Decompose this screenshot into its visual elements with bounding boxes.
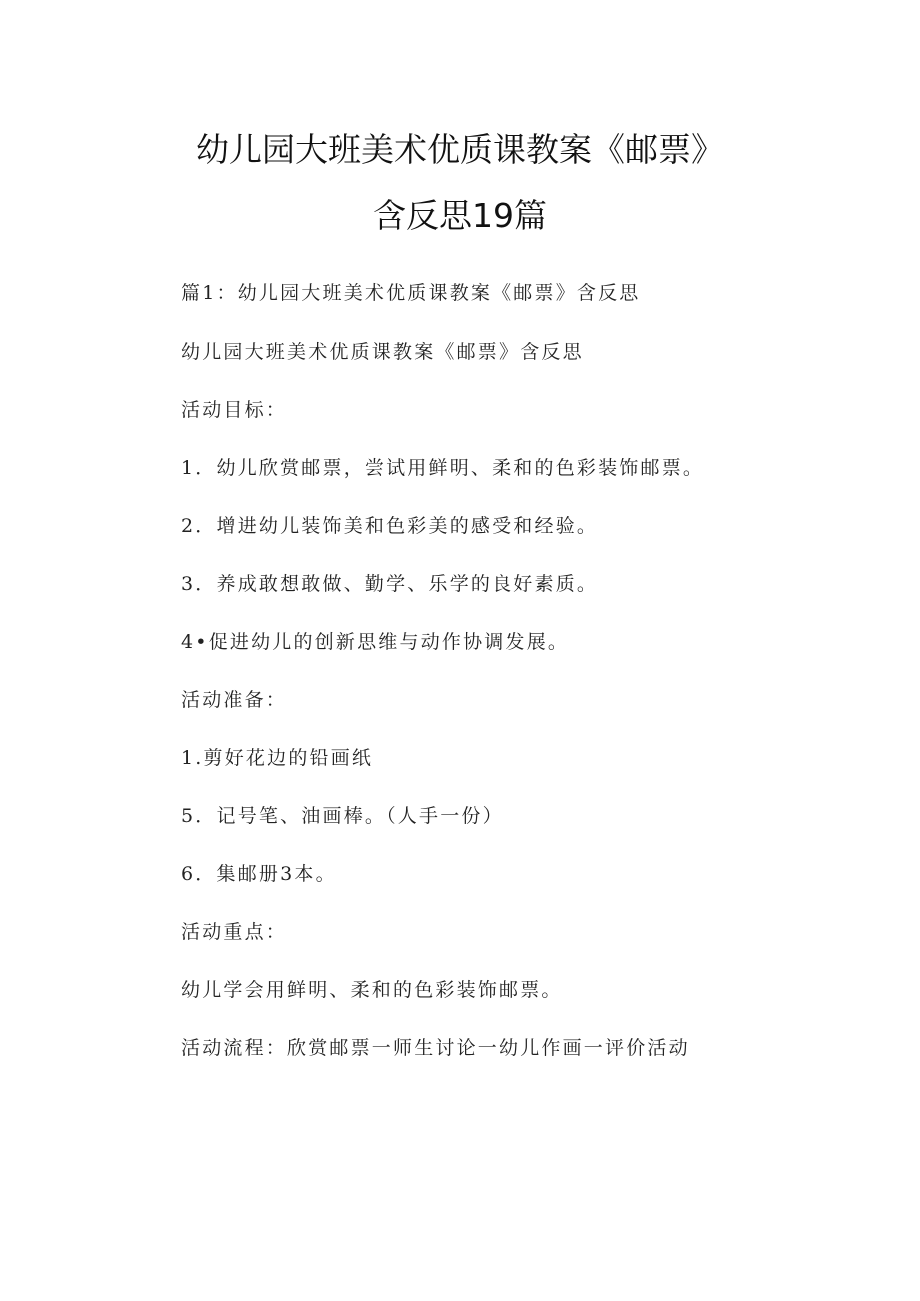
document-title: 幼儿园大班美术优质课教案《邮票》 xyxy=(196,130,724,169)
focus-heading: 活动重点： xyxy=(181,921,288,943)
goal-item-3: 3．养成敢想敢做、勤学、乐学的良好素质。 xyxy=(181,573,599,595)
section-title: 幼儿园大班美术优质课教案《邮票》含反思 xyxy=(181,341,584,363)
preparation-item-1: 1.剪好花边的铅画纸 xyxy=(181,747,374,769)
preparation-heading: 活动准备： xyxy=(181,689,288,711)
preparation-item-2: 5．记号笔、油画棒。（人手一份） xyxy=(181,805,504,827)
goal-item-1: 1．幼儿欣赏邮票，尝试用鲜明、柔和的色彩装饰邮票。 xyxy=(181,457,705,479)
goal-item-4: 4•促进幼儿的创新思维与动作协调发展。 xyxy=(181,631,570,653)
document-subtitle: 含反思19篇 xyxy=(373,196,547,235)
preparation-item-3: 6．集邮册3本。 xyxy=(181,863,337,885)
chapter-heading: 篇1：幼儿园大班美术优质课教案《邮票》含反思 xyxy=(181,282,641,304)
goals-heading: 活动目标： xyxy=(181,399,288,421)
focus-text: 幼儿学会用鲜明、柔和的色彩装饰邮票。 xyxy=(181,979,563,1001)
goal-item-2: 2．增进幼儿装饰美和色彩美的感受和经验。 xyxy=(181,515,599,537)
process-text: 活动流程：欣赏邮票一师生讨论一幼儿作画一评价活动 xyxy=(181,1037,690,1059)
